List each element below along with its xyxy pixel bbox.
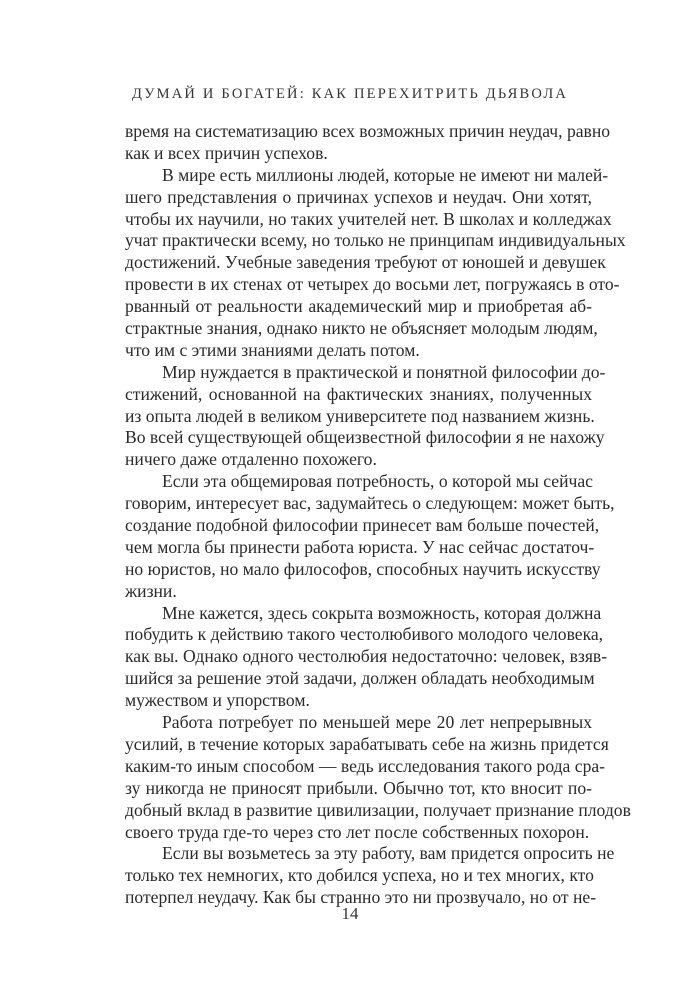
paragraph <box>125 602 608 712</box>
text-line: Работа потребует по меньшей мере 20 лет непрерывных <box>162 712 592 733</box>
text-line: Мне кажется, здесь сокрыта возможность, которая должна <box>162 602 602 623</box>
paragraph <box>125 843 615 909</box>
text-line: добный вклад в развитие цивилизации, получает признание плодов <box>125 799 631 820</box>
text-line: страктные знания, однако никто не объясняет молодым людям, <box>125 318 598 339</box>
text-line: что им с этими знаниями делать потом. <box>125 339 420 360</box>
text-line: Мир нуждается в практической и понятной философии до- <box>162 361 606 382</box>
paragraph <box>125 121 611 165</box>
text-line: чем могла бы принести работа юриста. У нас сейчас достаточ- <box>125 536 595 557</box>
text-line: жизни. <box>125 580 177 601</box>
paragraph <box>125 471 615 602</box>
running-header: ДУМАЙ И БОГАТЕЙ: КАК ПЕРЕХИТРИТЬ ДЬЯВОЛА <box>131 86 569 102</box>
text-line: из опыта людей в великом университете под названием жизнь. <box>125 405 595 426</box>
text-line: создание подобной философии принесет вам больше почестей, <box>125 515 600 536</box>
text-line: потерпел неудачу. Как бы странно это ни прозвучало, но от не- <box>125 887 597 908</box>
text-line: как и всех причин успехов. <box>125 142 328 163</box>
text-line: достижений. Учебные заведения требуют от юношей и девушек <box>125 252 606 273</box>
text-line: каким-то иным способом — ведь исследования такого рода сра- <box>125 755 606 776</box>
paragraph <box>125 712 631 843</box>
text-line: ничего даже отдаленно похожего. <box>125 449 377 470</box>
text-line: шийся за решение этой задачи, должен обладать необходимым <box>125 668 595 689</box>
text-line: Если вы возьметесь за эту работу, вам придется опросить не <box>162 843 615 864</box>
text-line: зу никогда не приносят прибыли. Обычно тот, кто вносит по- <box>125 777 592 798</box>
text-line: время на систематизацию всех возможных причин неудач, равно <box>125 121 611 141</box>
text-line: побудить к действию такого честолюбивого молодого человека, <box>125 624 604 645</box>
paragraph <box>125 361 606 471</box>
text-line: только тех немногих, кто добился успеха, но и тех многих, кто <box>125 865 594 886</box>
text-line: но юристов, но мало философов, способных научить искусству <box>125 558 601 579</box>
text-line: шего представления о причинах успехов и неудач. Они хотят, <box>125 186 592 207</box>
text-line: учат практически всему, но только не принципам индивидуальных <box>125 230 626 251</box>
text-line: В мире есть миллионы людей, которые не имеют ни малей- <box>162 164 609 185</box>
page-number: 14 <box>341 904 359 923</box>
text-line: рванный от реальности академический мир и приобретая аб- <box>125 296 592 317</box>
text-line: провести в их стенах от четырех до восьми лет, погружаясь в ото- <box>125 274 620 295</box>
text-line: усилий, в течение которых зарабатывать себе на жизнь придется <box>125 733 609 754</box>
text-line: мужеством и упорством. <box>125 690 310 711</box>
text-line: Во всей существующей общеизвестной философии я не нахожу <box>125 427 605 448</box>
paragraph <box>125 164 626 362</box>
text-line: чтобы их научили, но таких учителей нет. В школах и колледжах <box>125 208 612 229</box>
text-line: Если эта общемировая потребность, о которой мы сейчас <box>162 471 593 492</box>
text-line: своего труда где-то через сто лет после собственных похорон. <box>125 821 590 842</box>
text-line: как вы. Однако одного честолюбия недостаточно: человек, взяв- <box>125 646 608 667</box>
text-line: говорим, интересует вас, задумайтесь о следующем: может быть, <box>125 493 615 514</box>
body-text <box>125 121 631 909</box>
text-line: стижений, основанной на фактических знаниях, полученных <box>125 383 592 404</box>
